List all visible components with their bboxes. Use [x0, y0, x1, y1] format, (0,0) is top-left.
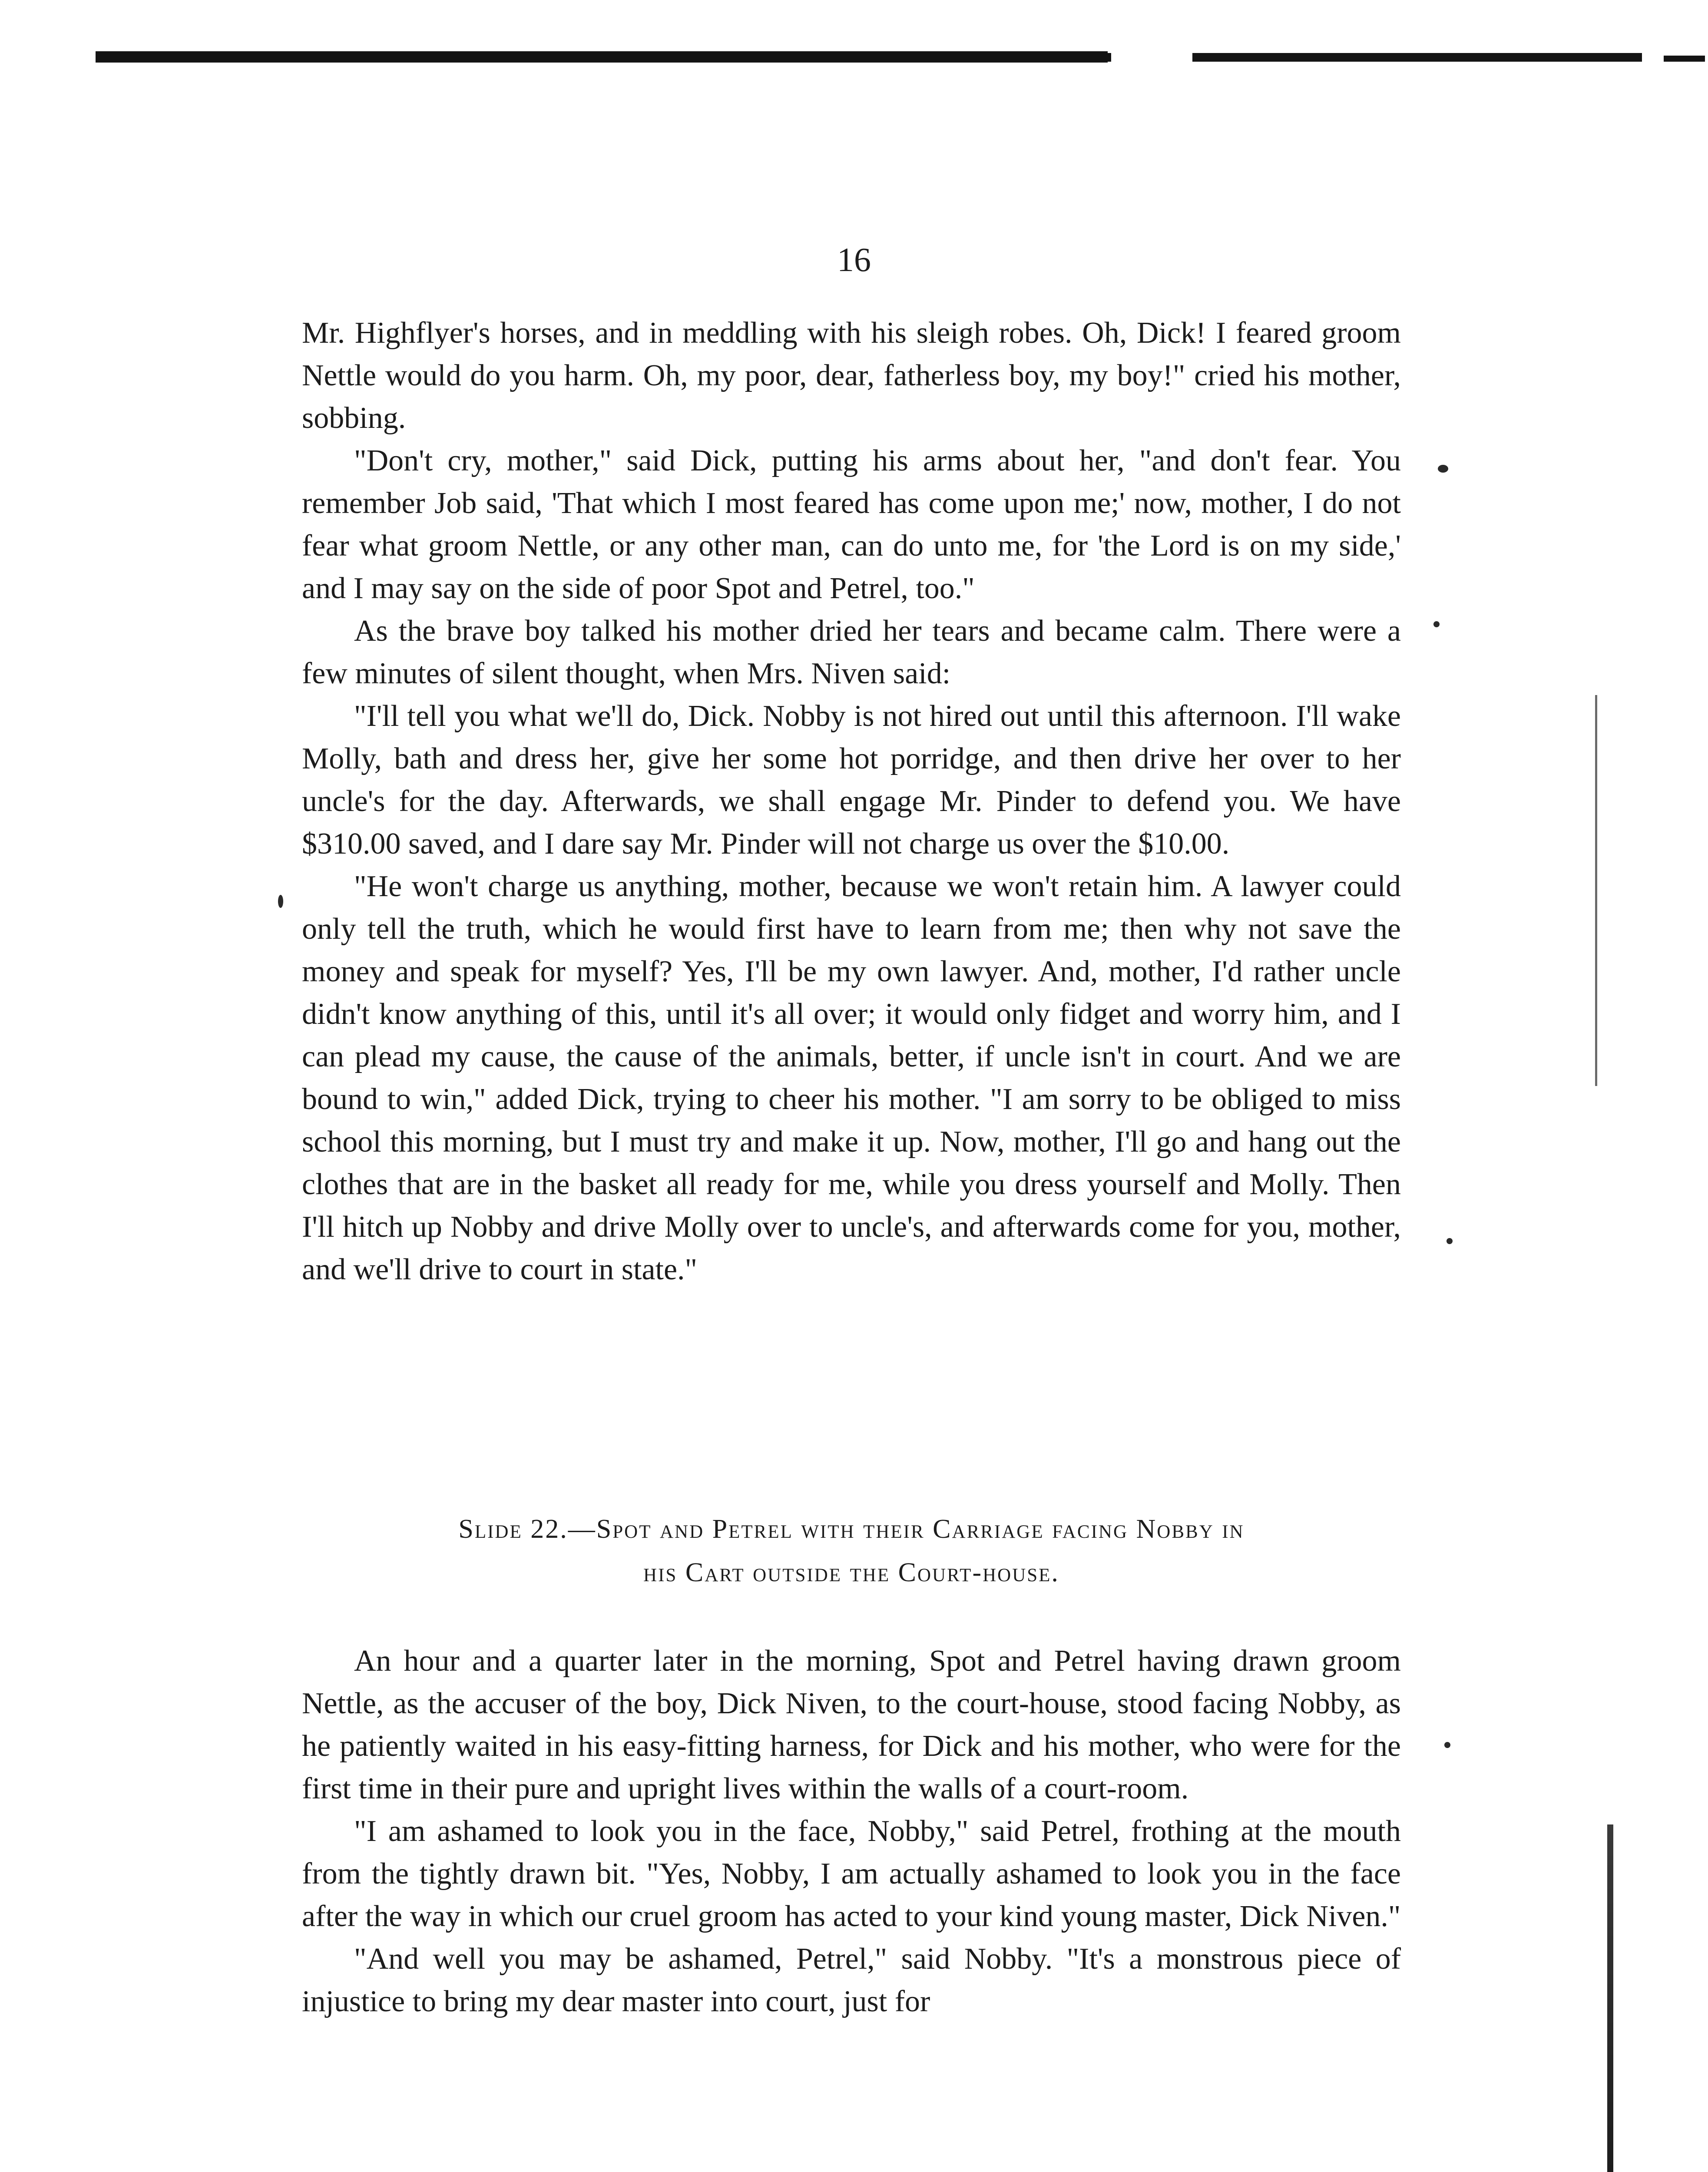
top-rule-right [1192, 53, 1642, 62]
paragraph: "I'll tell you what we'll do, Dick. Nobby is not hired out until this afternoon. I'll wake Molly, bath and dress her, give her some hot porridge, and then drive her over to her uncle's for the day. Afterwards, we shall engage Mr. Pinder to defend you. We have $310.00 saved, and I dare say Mr. Pinder will not charge us over the $10.00. [302, 699, 1401, 861]
upper-text-block [302, 312, 1401, 1291]
paragraph: "I am ashamed to look you in the face, Nobby," said Petrel, frothing at the mouth from the tightly drawn bit. "Yes, Nobby, I am actually ashamed to look you in the face after the way in which our cruel groom has acted to your kind young master, Dick Niven." [302, 1814, 1401, 1933]
top-rule-left [96, 51, 1108, 63]
margin-scan-line [1595, 695, 1597, 1086]
paragraph: An hour and a quarter later in the morning, Spot and Petrel having drawn groom Nettle, as the accuser of the boy, Dick Niven, to the court-house, stood facing Nobby, as he patiently waited in his easy-fitting harness, for Dick and his mother, who were for the first time in their pure and upright lives within the walls of a court-room. [302, 1644, 1401, 1805]
paragraph: "He won't charge us anything, mother, because we won't retain him. A lawyer could only tell the truth, which he would first have to learn from me; then why not save the money and speak for myself? Yes, I'll be my own lawyer. And, mother, I'd rather uncle didn't know anything of this, until it's all over; it would only fidget and worry him, and I can plead my cause, the cause of the animals, better, if uncle isn't in court. And we are bound to win," added Dick, trying to cheer his mother. "I am sorry to be obliged to miss school this morning, but I must try and make it up. Now, mother, I'll go and hang out the clothes that are in the basket all ready for me, while you dress yourself and Molly. Then I'll hitch up Nobby and drive Molly over to uncle's, and afterwards come for you, mother, and we'll drive to court in state." [302, 870, 1401, 1286]
slide-heading-line: Slide 22.—Spot and Petrel with their Carriage facing Nobby in [458, 1514, 1245, 1544]
scan-speck [1447, 1238, 1453, 1244]
top-rule-dots [1056, 53, 1116, 62]
slide-heading [302, 1507, 1401, 1594]
page-number: 16 [837, 241, 871, 278]
scan-speck [1444, 1742, 1450, 1748]
paragraph: "And well you may be ashamed, Petrel," said Nobby. "It's a monstrous piece of injustice to bring my dear master into court, just for [302, 1942, 1401, 2018]
scan-speck [1438, 465, 1448, 473]
top-rule-far [1664, 56, 1705, 62]
scan-speck [1433, 621, 1440, 627]
scan-speck [278, 895, 283, 908]
paragraph: "Don't cry, mother," said Dick, putting his arms about her, "and don't fear. You remember Job said, 'That which I most feared has come upon me;' now, mother, I do not fear what groom Nettle, or any other man, can do unto me, for 'the Lord is on my side,' and I may say on the side of poor Spot and Petrel, too." [302, 444, 1401, 605]
margin-scan-bar [1607, 1824, 1613, 2172]
slide-heading-line: his Cart outside the Court-house. [643, 1558, 1059, 1587]
paragraph: Mr. Highflyer's horses, and in meddling with his sleigh robes. Oh, Dick! I feared groom Nettle would do you harm. Oh, my poor, dear, fatherless boy, my boy!" cried his mother, sobbing. [302, 316, 1401, 435]
paragraph: As the brave boy talked his mother dried her tears and became calm. There were a few minutes of silent thought, when Mrs. Niven said: [302, 614, 1401, 690]
lower-text-block [302, 1640, 1401, 2023]
